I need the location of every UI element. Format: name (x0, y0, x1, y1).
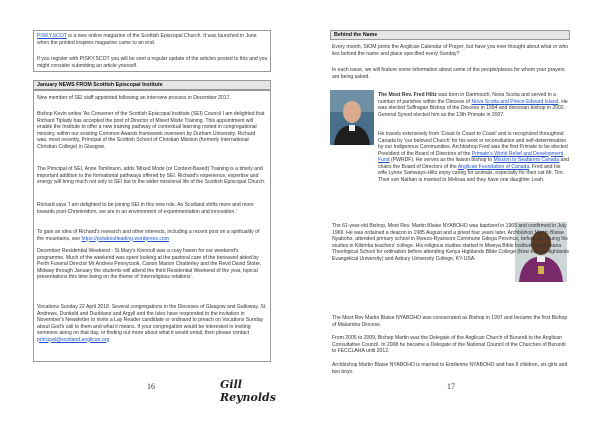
intro-paragraph-1: Every month, StOM prints the Anglican Calendar of Prayer, but have you ever thought about what or who lies behind the name and place specified every Sunday? (332, 44, 569, 57)
hiltz-paragraph-2: He travels extensively from 'Coast to Coast to Coast' and is recognized throughout Canada by 'our beloved Church' for his work in reconciliation and self-determination by our Indigenous Communities. Archbishop Fred was the first Primate to be elected President of the Board of Directors of the Primate's World Relief and Development Fund (PWRDF). He serves as the liaison bishop to Mission to Seafarers Canada and chairs the Board of Directors of the Anglican Foundation of Canada. Fred and his wife Lynne Samways-Hiltz enjoy caring for animals, especially for their cat Mr. Tim. Their son Nathan is married to Melissa and they have one daughter Leah. (378, 131, 570, 183)
hiltz-photo (330, 90, 374, 145)
signature: Gill Reynolds (220, 378, 276, 404)
page-number-left: 16 (147, 382, 155, 391)
seafarers-link[interactable]: Mission to Seafarers Canada (493, 157, 560, 163)
pwrdf-link[interactable]: Primate's World Relief and Development Fund (378, 150, 564, 163)
consecrated-paragraph: The Most Rev Martin Blaise NYABOHO was consecrated as Bishop in 1997 and became the first Bishop of Makamba Diocese. (332, 315, 568, 328)
pisky-paragraph: PISKY.SCOT is a new online magazine of the Scottish Episcopal Church. It was launched in June when the printed inspires magazine came to an end. (37, 33, 257, 46)
news-paragraph-1: New member of SEI staff appointed following an interview process in December 2017. (37, 95, 231, 101)
family-paragraph: Archbishop Martin Blaise NYABOHO is married to Emilienne NYABOHO and has 8 children, six girls and two boys. (332, 362, 568, 375)
news-paragraph-2: Bishop Kevin writes 'As Convener of the Scottish Episcopal Institute (SEI) Council I am delighted that Richard Tiplady has accepted the post of Director of Mixed Mode Training. This appointment will enable the Institute to offer a new training pathway of contextual learning rooted in congregational ministry, within our existing Common Awards framework overseen by Durham University. Richard was, most recently, Principal of the Scottish School of Christian Mission (formerly International Christian College) in Glasgow. (37, 111, 265, 150)
right-page (300, 0, 600, 424)
blog-link[interactable]: https://potaboutleading.wordpress.com (81, 235, 169, 242)
news-header: January NEWS FROM Scottish Episcopal Institute (33, 80, 271, 90)
behind-the-name-header: Behind the Name (330, 30, 570, 40)
vocations-paragraph: Vocations Sunday 22 April 2018. Several congregations in the Dioceses of Glasgow and Galloway, St Andrews, Dunkeld and Dunblane and Argyll and the Isles have responded to the invitation in November's Newsletter to invite a Lay Reader candidate or ordinand to preach on Vocations Sunday about God's call to them and what it means. If your congregation would be interested in inviting someone along on that day, or finding out more about what it would entail, then please contact principal@scotland.anglican.org (37, 304, 266, 343)
news-paragraph-3: The Principal of SEI, Anne Tomlinson, adds 'Mixed Mode (or Context-Based) Training is a timely and important addition to the formational pathways offered by SEI. Richard's experience, expertise and energy will bring much not only to SEI but to the wider missional life of the Scottish Episcopal Church. (37, 166, 266, 185)
news-paragraph-4: Richard says 'I am delighted to be joining SEI in this new role. As Scotland shifts more and more towards post-Christendom, we are in an environment of experimentation and innovation.' (37, 202, 254, 215)
intro-paragraph-2: In each issue, we will feature some information about some of the people/places for whom your prayers are being asked. (332, 67, 565, 80)
nova-scotia-link[interactable]: Nova Scotia and Prince Edward Island (471, 98, 559, 105)
residential-paragraph: December Residential Weekend - St Mary's Kinnoull was a cosy haven for our weekend's programme. Much of the weekend was spent looking at the pastoral care of the bereaved aided by Perth Funeral Director Mr Andrew Pennycook, Canon Marion Chatterley and the Revd David Stoter. Midway through January the students will attend the third Residential Weekend of the year, topical presentations this time being on the theme of 'interreligious relations'. (37, 248, 262, 280)
blog-paragraph: To gain an idea of Richard's research and other interests, including a recent post on a spirituality of the mountains, see https://potaboutleading.wordpress.com (37, 229, 260, 242)
pisky-register-paragraph: If you register with PISKY.SCOT you will be sent a regular update of the articles posted to this and you might consider submitting an article yourself. (37, 56, 268, 69)
delegate-paragraph: From 2005 to 2009, Bishop Martin was the Delegate of the Anglican Church of Burundi to the Anglican Consultative Council. In 2008 he became a Delegate of the National Council of the Churches of Burundi to FECCLAHA until 2012. (332, 335, 566, 354)
hiltz-paragraph-1: The Most Rev. Fred Hiltz was born in Dartmouth, Nova Scotia and served in a number of parishes within the Diocese of Nova Scotia and Prince Edward Island. He was elected Suffragan Bishop of the Diocese in 1994 and diocesan bishop in 2002. General Synod elected him as the 13th Primate in 2007. (378, 92, 568, 118)
foundation-link[interactable]: Anglican Foundation of Canada (457, 163, 530, 170)
email-link[interactable]: principal@scotland.anglican.org (37, 336, 110, 343)
pisky-link[interactable]: PISKY.SCOT (37, 33, 67, 39)
nyaboho-paragraph: The 61-year-old Bishop, Most Rev. Martin Blaise NYABOHO was baptized in 1965 and confirmed in July 1969. He was ordained a deacon in 1985 August and a priest four years later. Archbishop Martin Blaise Nyaboho, attended primary school in Rwezo-Ryansoro Commune Gitega Province, before continuing his studies in Kibimba teachers' college. His religious studies started in Mweya Bible Institute and Matana Theological School for ordination before attending Kenya Highlands Bible College (Now Kenya Highlands Evangelical University) and Asbury University College, KY-USA. (332, 223, 570, 262)
page-number-right: 17 (447, 382, 455, 391)
